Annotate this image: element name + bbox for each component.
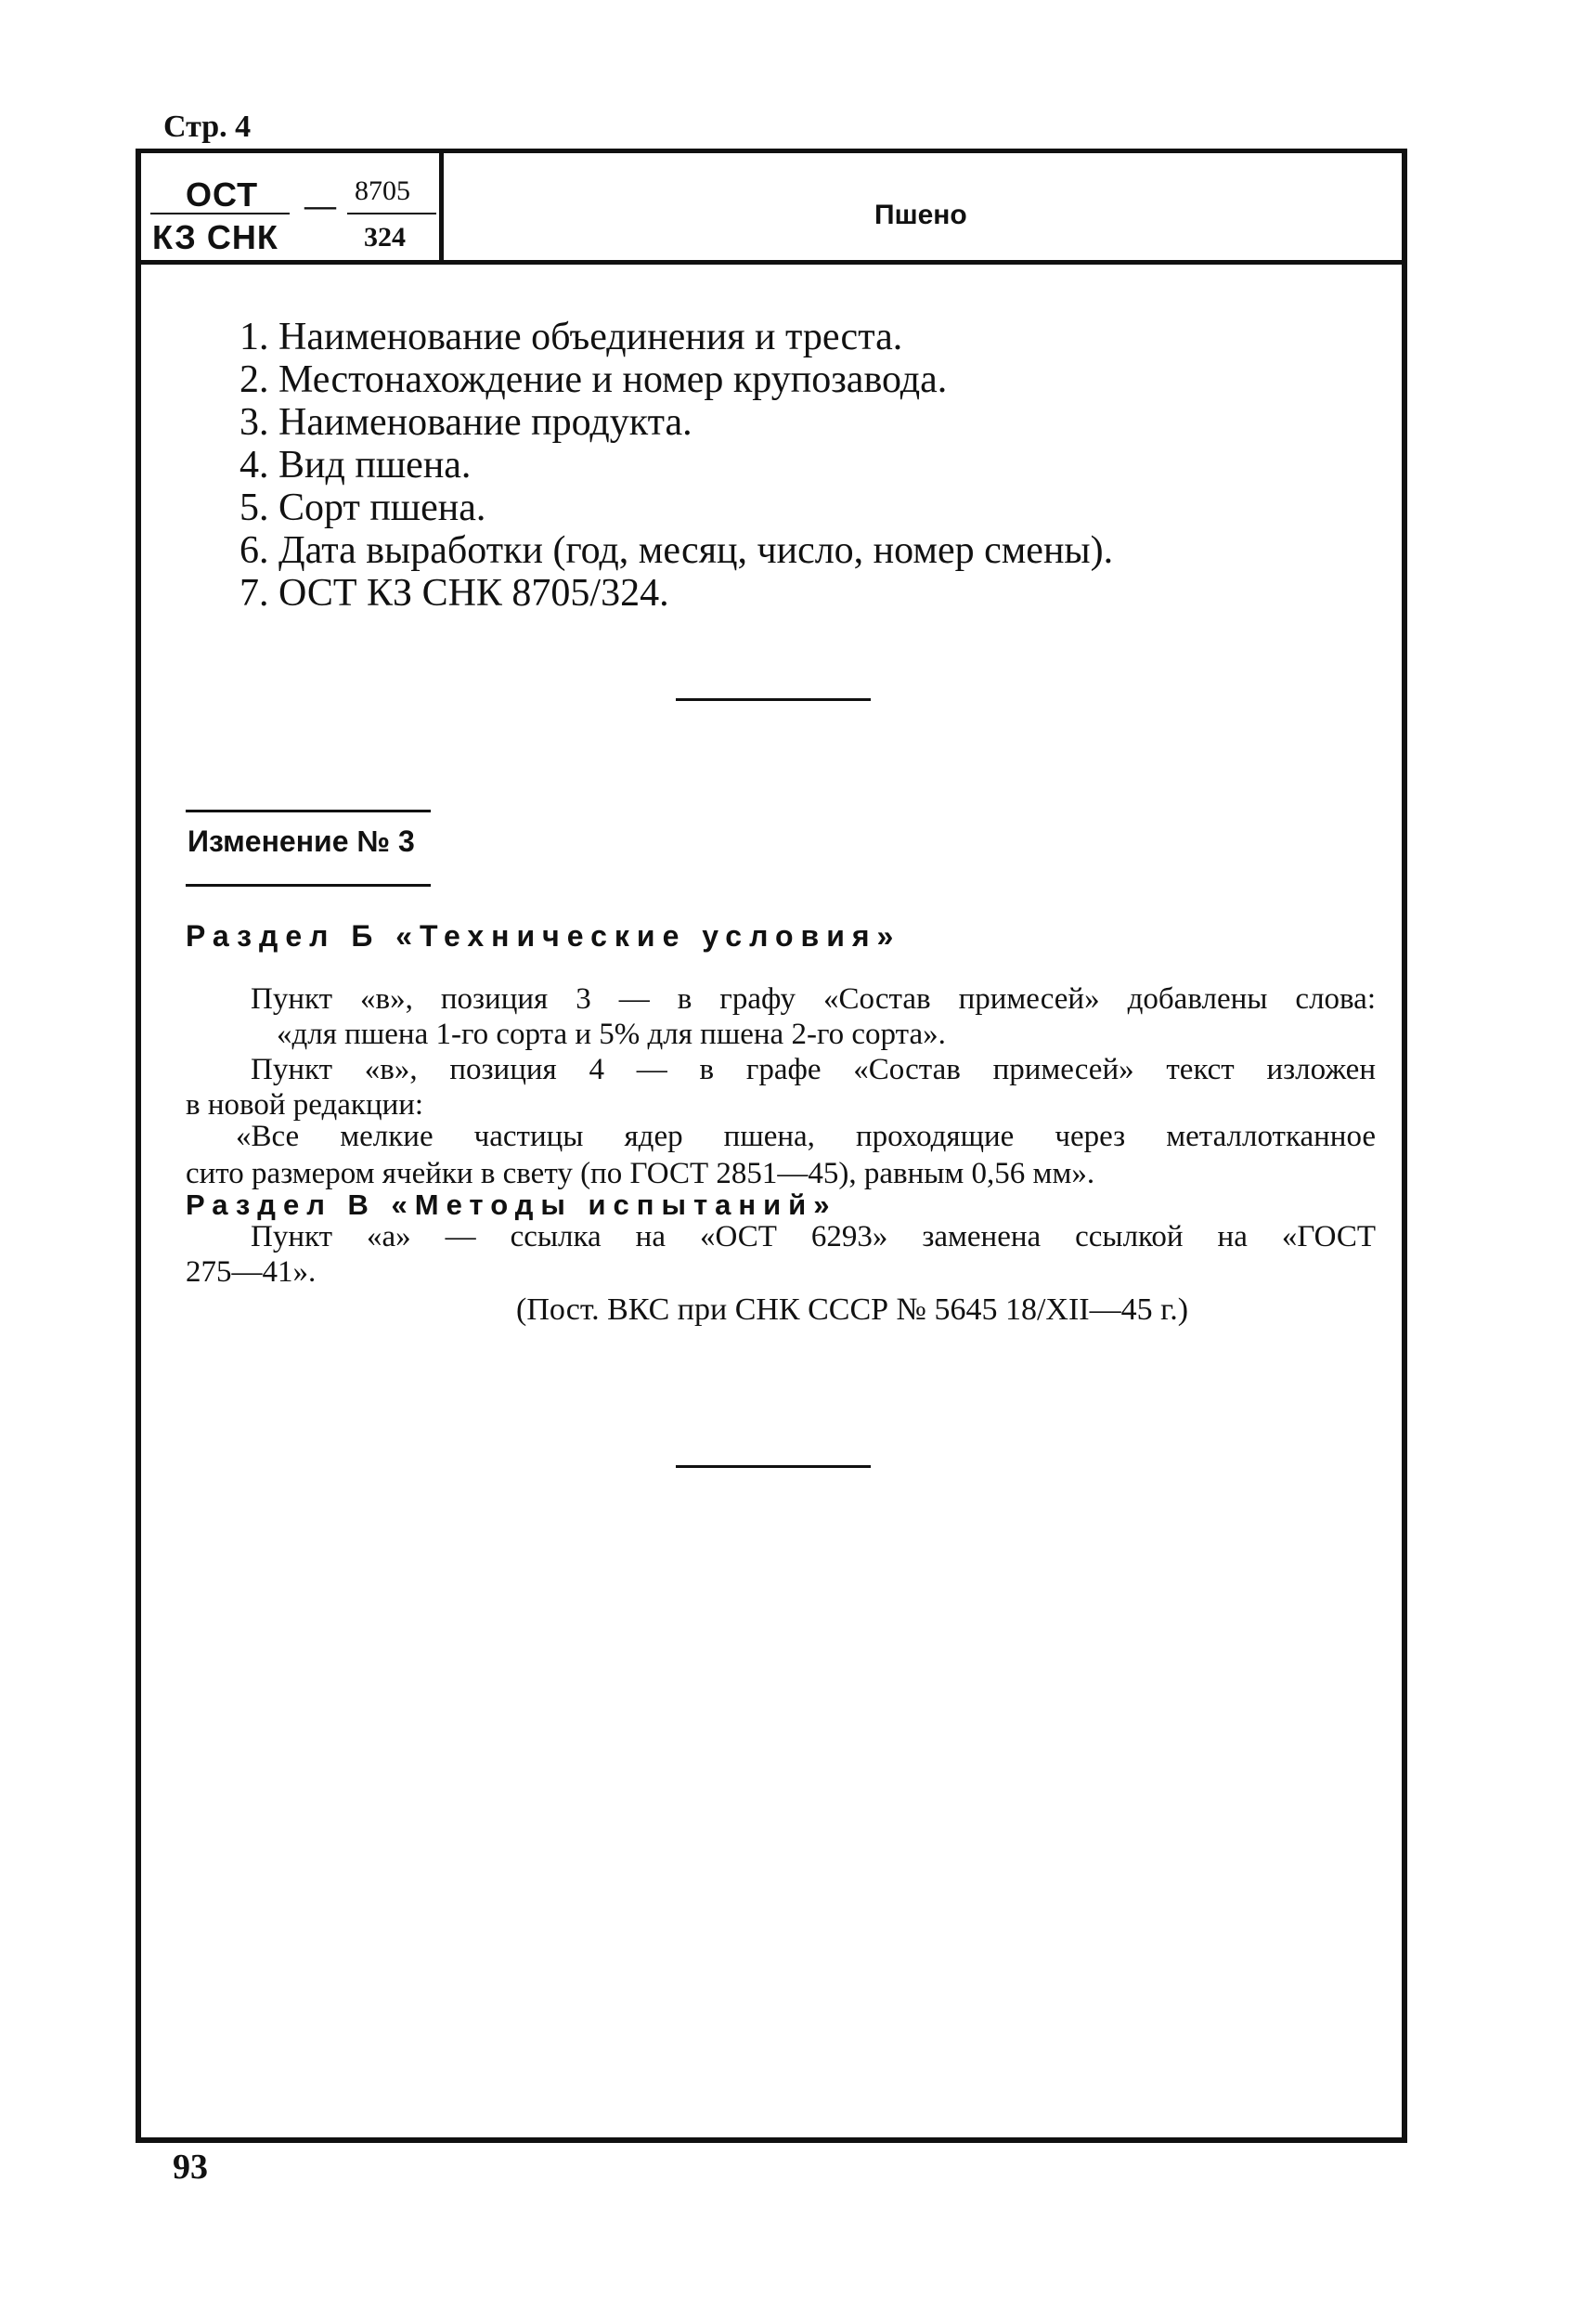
resolution-reference: (Пост. ВКС при СНК СССР № 5645 18/XII—45 г.) — [516, 1292, 1189, 1327]
item3-line2: 275—41». — [186, 1255, 317, 1289]
separator-rule — [676, 698, 871, 701]
item2-line3: «Все мелкие частицы ядер пшена, проходящие через металлотканное — [236, 1120, 1376, 1153]
document-header — [141, 153, 1402, 265]
list-item: 1. Наименование объединения и треста. — [239, 316, 903, 358]
change-heading-rule-bottom — [186, 884, 431, 887]
list-item: 4. Вид пшена. — [239, 444, 472, 487]
change-heading: Изменение № 3 — [188, 824, 415, 858]
page-label: Стр. 4 — [163, 110, 252, 144]
list-item: 2. Местонахождение и номер крупозавода. — [239, 358, 948, 401]
list-item: 6. Дата выработки (год, месяц, число, номер смены). — [239, 529, 1114, 572]
list-item: 7. ОСТ КЗ СНК 8705/324. — [239, 572, 669, 615]
standard-subnumber: 324 — [364, 222, 406, 253]
fraction-rule-left — [150, 213, 290, 214]
standard-designation — [141, 153, 444, 260]
list-item: 3. Наименование продукта. — [239, 401, 692, 444]
item1-line2: «для пшена 1-го сорта и 5% для пшена 2-го сорта». — [277, 1018, 946, 1051]
document-title: Пшено — [874, 200, 967, 230]
list-item: 5. Сорт пшена. — [239, 487, 486, 529]
section-v-title: Раздел В «Методы испытаний» — [186, 1188, 837, 1221]
item2-line2: в новой редакции: — [186, 1088, 424, 1122]
item2-line1: Пункт «в», позиция 4 — в графе «Состав примесей» текст изложен — [251, 1053, 1376, 1086]
item2-line4: сито размером ячейки в свету (по ГОСТ 2851—45), равным 0,56 мм». — [186, 1157, 1095, 1190]
page-number: 93 — [173, 2148, 208, 2187]
standard-issuer: КЗ СНК — [152, 218, 278, 256]
item3-line1: Пункт «а» — ссылка на «ОСТ 6293» заменена ссылкой на «ГОСТ — [251, 1220, 1376, 1253]
change-heading-rule-top — [186, 810, 431, 812]
standard-type: ОСТ — [186, 175, 259, 214]
marking-list — [239, 316, 1113, 615]
fraction-rule-right — [347, 213, 436, 214]
item1-line1: Пункт «в», позиция 3 — в графу «Состав примесей» добавлены слова: — [251, 982, 1376, 1016]
standard-dash: — — [304, 188, 336, 223]
standard-number: 8705 — [355, 175, 410, 206]
section-b-title: Раздел Б «Технические условия» — [186, 919, 901, 953]
separator-rule — [676, 1465, 871, 1468]
